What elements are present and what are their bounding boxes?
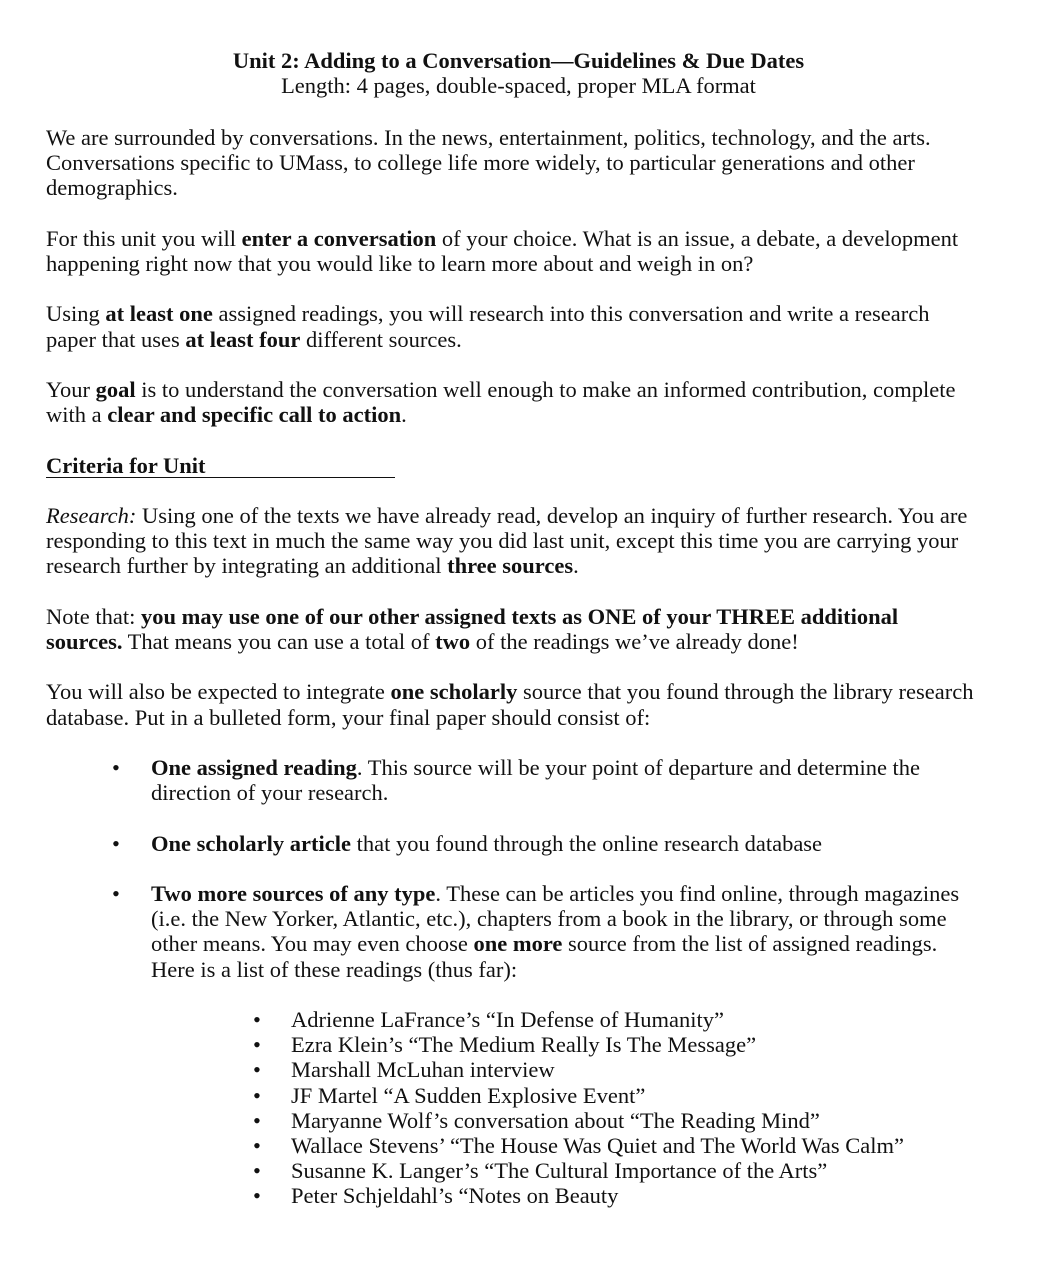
emphasis: one more (473, 931, 563, 957)
intro-paragraph-1: We are surrounded by conversations. In the news, entertainment, politics, technology, and the arts. Conversations specific to UMass, to college life more widely, to particular generations and other demographics. (46, 125, 931, 201)
reading-item: • Peter Schjeldahl’s “Notes on Beauty (253, 1183, 619, 1209)
bullet-icon: • (253, 1006, 261, 1032)
emphasis: One scholarly article (151, 830, 351, 856)
emphasis: goal (95, 376, 136, 402)
emphasis: at least four (185, 326, 301, 352)
emphasis: enter a conversation (241, 225, 437, 251)
intro-paragraph-4: Your goal is to understand the conversation well enough to make an informed contribution, complete with a clear and specific call to action. (46, 376, 956, 428)
bullet-icon: • (253, 1082, 261, 1108)
emphasis: One assigned reading (151, 754, 357, 780)
readings-list (46, 1007, 976, 1209)
intro-paragraph-2: For this unit you will enter a conversation of your choice. What is an issue, a debate, a development happening right now that you would like to learn more about and weigh in on? (46, 225, 959, 276)
bullet-icon: • (112, 754, 120, 780)
bullet-icon: • (112, 830, 120, 856)
bullet-icon: • (253, 1107, 261, 1133)
emphasis: at least one (105, 301, 213, 327)
scholarly-paragraph: You will also be expected to integrate one scholarly source that you found through the library research database. Put in a bulleted form, your final paper should consist of: (46, 679, 974, 730)
emphasis: two (435, 628, 471, 654)
document-title: Unit 2: Adding to a Conversation—Guidelines & Due Dates (232, 48, 805, 73)
bullet-icon: • (253, 1057, 261, 1083)
emphasis: one scholarly (390, 679, 518, 705)
reading-item: • JF Martel “A Sudden Explosive Event” (253, 1082, 646, 1108)
note-paragraph: Note that: you may use one of our other assigned texts as ONE of your THREE additional sources. That means you can use a total of two of the readings we’ve already done! (46, 603, 899, 654)
bullet-icon: • (253, 1158, 261, 1184)
reading-item: • Wallace Stevens’ “The House Was Quiet and The World Was Calm” (253, 1132, 905, 1158)
research-label: Research: (46, 502, 137, 528)
emphasis: Two more sources of any type (151, 880, 436, 906)
bullet-icon: • (253, 1132, 261, 1158)
emphasis: three sources (447, 553, 574, 579)
emphasis: clear and specific call to action (107, 402, 402, 428)
bullet-icon: • (112, 880, 120, 906)
emphasis: you may use one of our other assigned texts as ONE of your THREE additional sources. (46, 603, 899, 654)
list-item: • One scholarly article that you found through the online research database (112, 830, 823, 856)
intro-paragraph-3: Using at least one assigned readings, you will research into this conversation and write a research paper that uses at least four different sources. (46, 301, 930, 352)
bullet-icon: • (253, 1183, 261, 1209)
reading-item: • Ezra Klein’s “The Medium Really Is The Message” (253, 1032, 757, 1058)
reading-item: • Marshall McLuhan interview (253, 1057, 555, 1083)
reading-item: • Maryanne Wolf’s conversation about “The Reading Mind” (253, 1107, 820, 1133)
document-body (46, 125, 976, 1209)
list-item: • Two more sources of any type. These can be articles you find online, through magazines (i.e. the New Yorker, Atlantic, etc.), chapters from a book in the library, or through some other means. You may even choose one more source from the list of assigned readings. Here is a list of these readings (thus far): (112, 880, 960, 982)
reading-item: • Susanne K. Langer’s “The Cultural Importance of the Arts” (253, 1158, 828, 1184)
document-header (0, 48, 1037, 98)
list-item: • One assigned reading. This source will be your point of departure and determine the direction of your research. (112, 754, 921, 806)
reading-item: • Adrienne LaFrance’s “In Defense of Humanity” (253, 1006, 724, 1032)
criteria-heading-line (46, 453, 976, 478)
criteria-heading: Criteria for Unit (46, 455, 395, 478)
research-paragraph: Research: Using one of the texts we have already read, develop an inquiry of further research. You are responding to this text in much the same way you did last unit, except this time you are carrying your research further by integrating an additional three sources. (46, 502, 968, 579)
bullet-icon: • (253, 1032, 261, 1058)
document-subtitle: Length: 4 pages, double-spaced, proper MLA format (281, 73, 756, 99)
requirements-list (46, 755, 976, 982)
